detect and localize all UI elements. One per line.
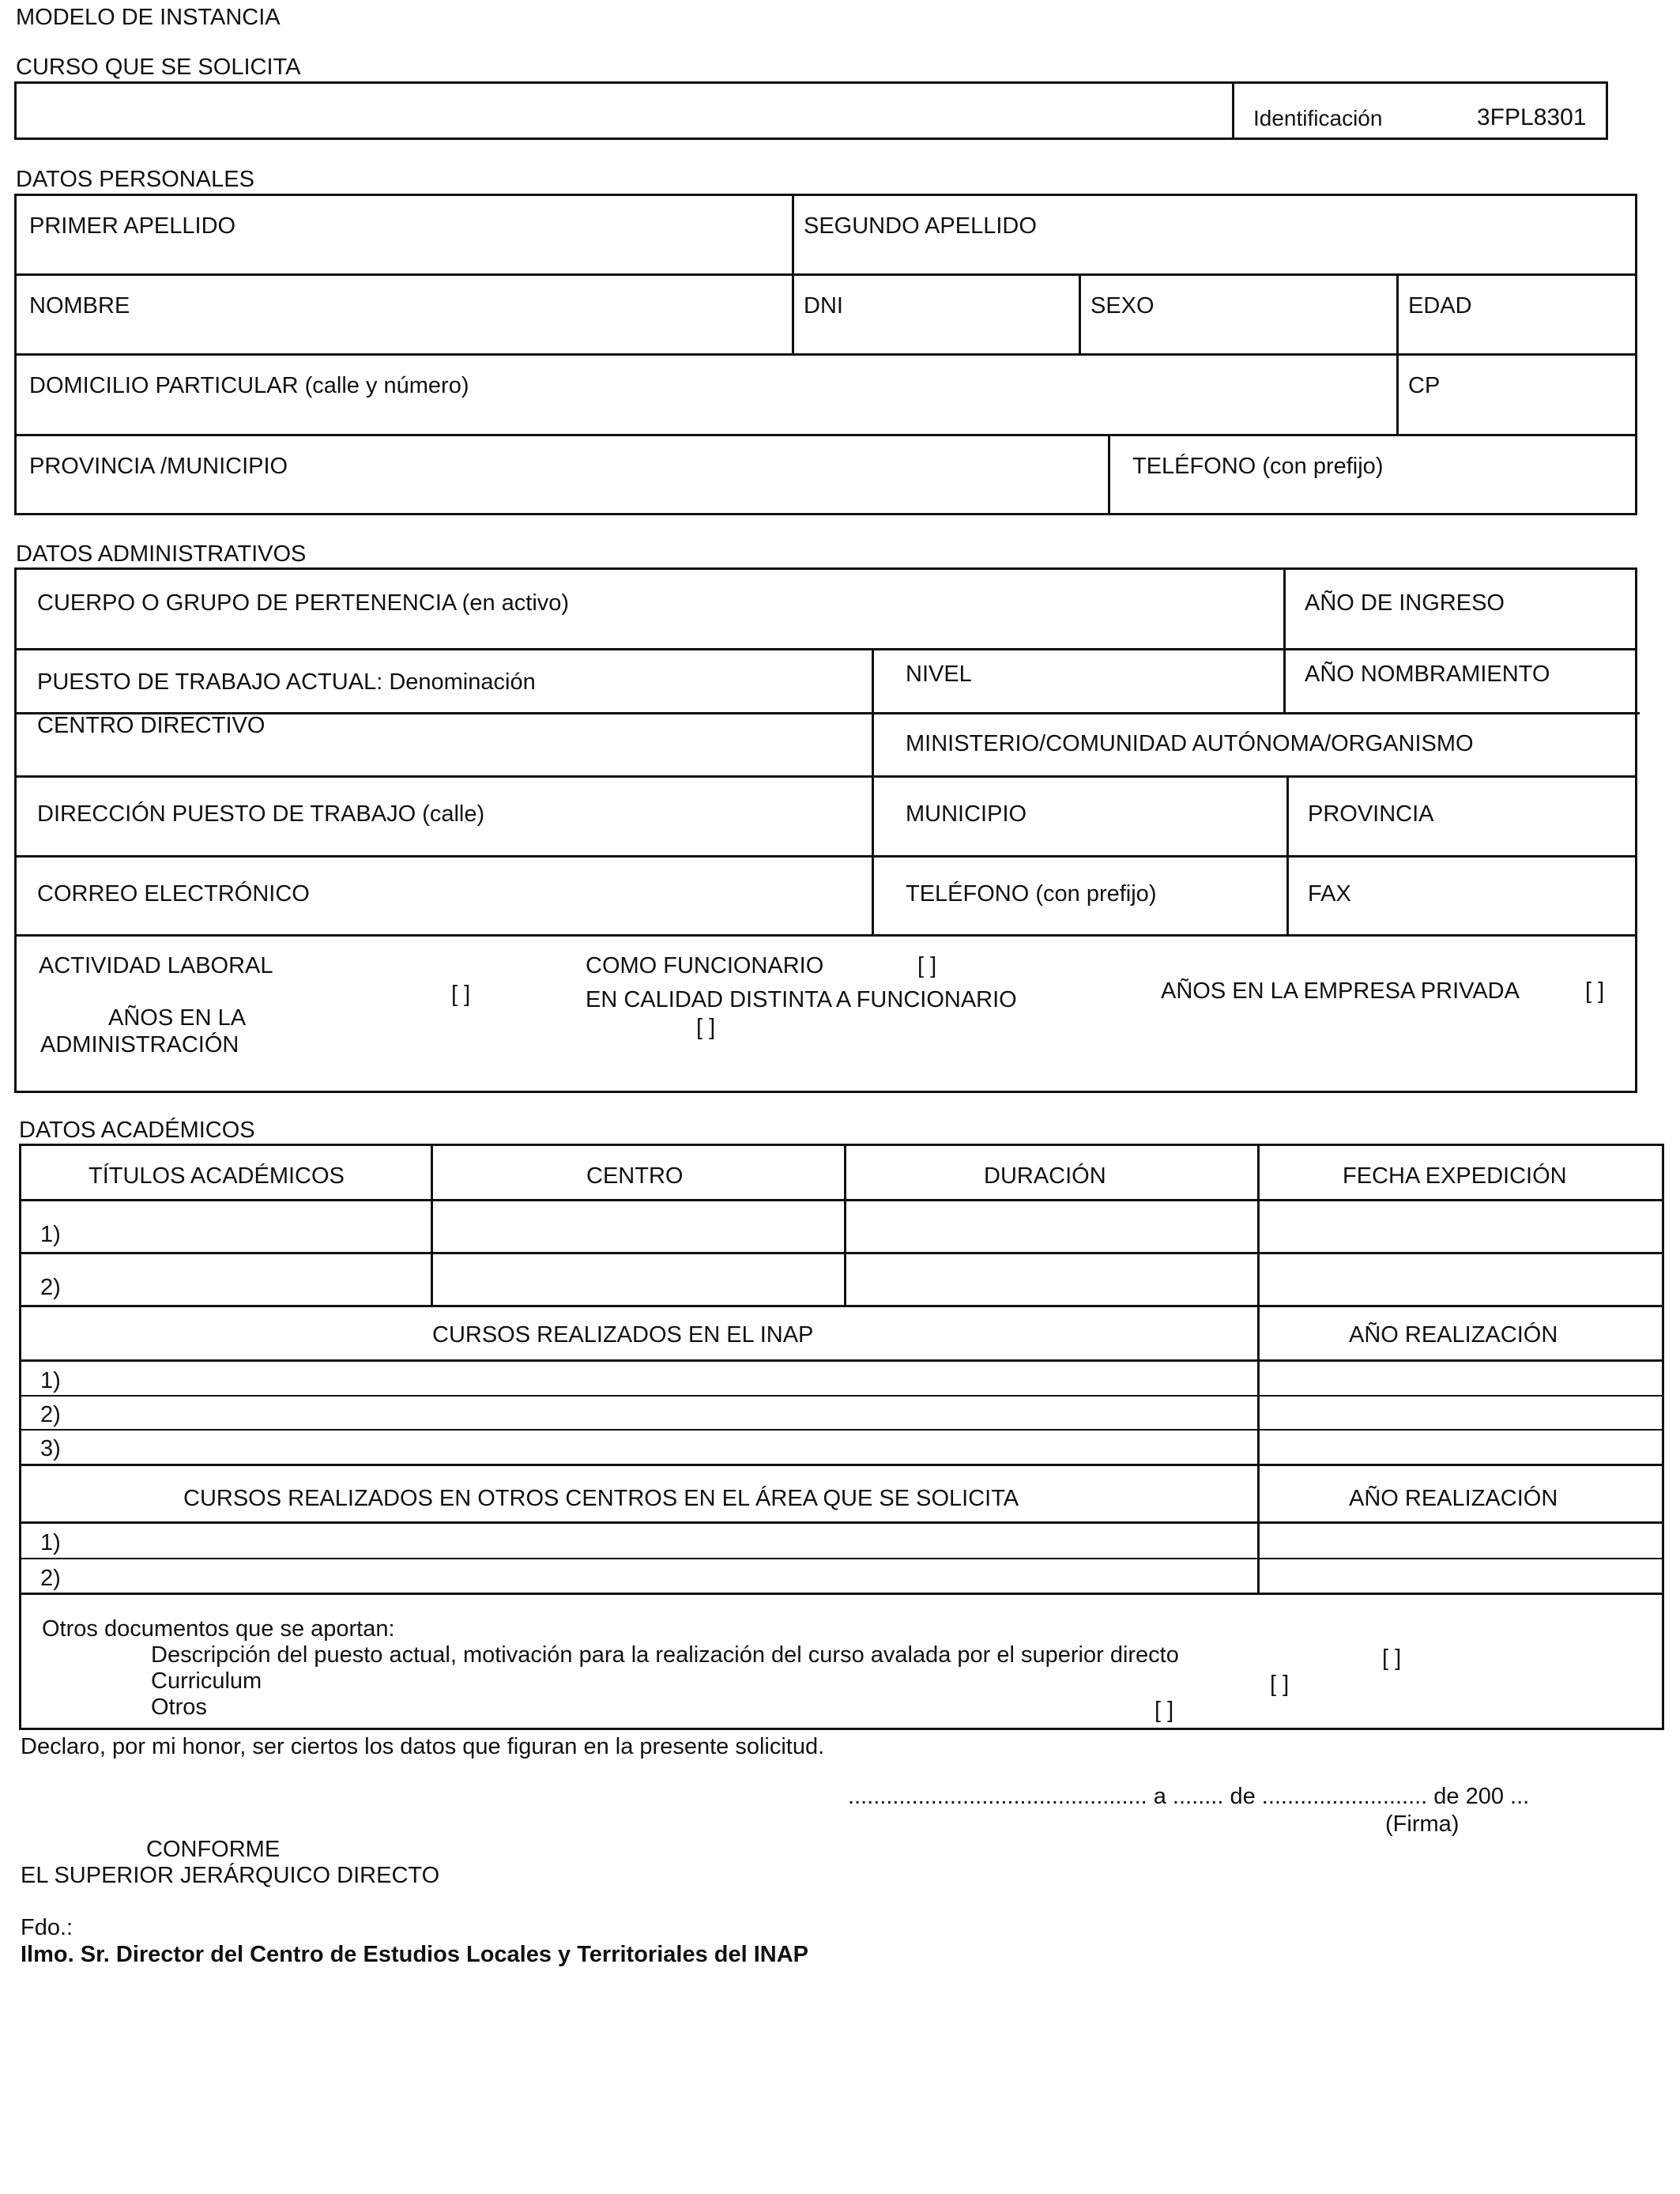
- telefono-admin-label: TELÉFONO (con prefijo): [906, 881, 1157, 907]
- como-funcionario-label: COMO FUNCIONARIO: [586, 953, 824, 978]
- sexo-label: SEXO: [1090, 293, 1155, 319]
- fax-label: FAX: [1308, 881, 1351, 907]
- titulo-row[interactable]: [21, 1254, 1662, 1305]
- course-input[interactable]: [17, 84, 1232, 138]
- personal-table: [14, 194, 1637, 515]
- municipio-label: MUNICIPIO: [906, 801, 1027, 827]
- dni-field[interactable]: [794, 276, 1079, 353]
- inap-row[interactable]: [21, 1431, 1662, 1464]
- docs-intro: Otros documentos que se aportan:: [42, 1616, 395, 1642]
- header-duracion: DURACIÓN: [984, 1163, 1106, 1189]
- empresa-privada-label: AÑOS EN LA EMPRESA PRIVADA: [1161, 978, 1520, 1004]
- header-centro: CENTRO: [586, 1163, 684, 1189]
- ano-ingreso-label: AÑO DE INGRESO: [1305, 590, 1505, 616]
- divider: [1232, 84, 1234, 138]
- inap-header: CURSOS REALIZADOS EN EL INAP: [432, 1322, 814, 1348]
- direccion-label: DIRECCIÓN PUESTO DE TRABAJO (calle): [37, 801, 485, 827]
- row-number: 2): [40, 1402, 61, 1427]
- nivel-label: NIVEL: [906, 662, 972, 687]
- declaration-text: Declaro, por mi honor, ser ciertos los datos que figuran en la presente solicitud.: [21, 1734, 825, 1759]
- section-academic: DATOS ACADÉMICOS: [19, 1118, 255, 1143]
- date-place-line[interactable]: ............................................... a ........ de .......................... de 200 ...: [848, 1784, 1530, 1809]
- ano-nombramiento-field[interactable]: [1286, 650, 1637, 712]
- otros-row[interactable]: [21, 1559, 1662, 1593]
- course-label: CURSO QUE SE SOLICITA: [16, 55, 301, 80]
- cuerpo-field[interactable]: [17, 570, 1283, 648]
- cuerpo-label: CUERPO O GRUPO DE PERTENENCIA (en activo): [37, 590, 570, 616]
- domicilio-field[interactable]: [17, 356, 1396, 434]
- provincia-admin-field[interactable]: [1289, 778, 1637, 855]
- direccion-field[interactable]: [17, 778, 872, 855]
- cp-label: CP: [1408, 373, 1441, 398]
- puesto-label: PUESTO DE TRABAJO ACTUAL: Denominación: [37, 669, 536, 695]
- nombre-field[interactable]: [17, 276, 792, 353]
- centro-directivo-field[interactable]: [17, 714, 872, 775]
- dni-label: DNI: [804, 293, 843, 319]
- primer-apellido-field[interactable]: [17, 196, 792, 273]
- actividad-label: ACTIVIDAD LABORAL: [39, 953, 273, 978]
- fax-field[interactable]: [1289, 858, 1637, 934]
- edad-field[interactable]: [1399, 276, 1637, 353]
- checkbox-descripcion[interactable]: [ ]: [1382, 1646, 1402, 1671]
- header-titulos: TÍTULOS ACADÉMICOS: [89, 1163, 345, 1189]
- calidad-distinta-label: EN CALIDAD DISTINTA A FUNCIONARIO: [586, 987, 1017, 1012]
- domicilio-label: DOMICILIO PARTICULAR (calle y número): [29, 373, 469, 398]
- correo-label: CORREO ELECTRÓNICO: [37, 881, 310, 907]
- ano-realizacion-header-2: AÑO REALIZACIÓN: [1349, 1486, 1558, 1511]
- checkbox-empresa-privada[interactable]: [ ]: [1585, 978, 1605, 1004]
- sexo-field[interactable]: [1081, 276, 1396, 353]
- fdo-label: Fdo.:: [21, 1915, 73, 1940]
- form-title: MODELO DE INSTANCIA: [16, 5, 281, 30]
- anos-en-la-label: AÑOS EN LA: [108, 1005, 247, 1031]
- header-fecha: FECHA EXPEDICIÓN: [1343, 1163, 1567, 1189]
- administracion-label: ADMINISTRACIÓN: [40, 1032, 239, 1057]
- row-number: 1): [40, 1222, 61, 1247]
- superior-label: EL SUPERIOR JERÁRQUICO DIRECTO: [21, 1863, 440, 1888]
- centro-directivo-label: CENTRO DIRECTIVO: [37, 713, 266, 738]
- ano-ingreso-field[interactable]: [1286, 570, 1637, 648]
- checkbox-anos-administracion[interactable]: [ ]: [451, 982, 471, 1007]
- section-personal: DATOS PERSONALES: [16, 167, 254, 192]
- segundo-apellido-field[interactable]: [794, 196, 1637, 273]
- provincia-label: PROVINCIA /MUNICIPIO: [29, 454, 288, 479]
- otros-row[interactable]: [21, 1524, 1662, 1558]
- row-number: 3): [40, 1436, 61, 1461]
- admin-table: [14, 567, 1637, 1093]
- ministerio-field[interactable]: [874, 714, 1637, 775]
- doc-descripcion: Descripción del puesto actual, motivación para la realización del curso avalada por el superior directo: [151, 1642, 1179, 1668]
- segundo-apellido-label: SEGUNDO APELLIDO: [804, 213, 1037, 239]
- row-number: 2): [40, 1275, 61, 1300]
- ministerio-label: MINISTERIO/COMUNIDAD AUTÓNOMA/ORGANISMO: [906, 731, 1474, 756]
- primer-apellido-label: PRIMER APELLIDO: [29, 213, 236, 239]
- identification-label: Identificación: [1253, 106, 1383, 130]
- row-number: 1): [40, 1530, 61, 1555]
- ano-nombramiento-label: AÑO NOMBRAMIENTO: [1305, 662, 1550, 687]
- provincia-field[interactable]: [17, 436, 1108, 515]
- row-number: 1): [40, 1368, 61, 1393]
- otros-centros-header: CURSOS REALIZADOS EN OTROS CENTROS EN EL ÁREA QUE SE SOLICITA: [183, 1486, 1019, 1511]
- municipio-field[interactable]: [874, 778, 1286, 855]
- telefono-label: TELÉFONO (con prefijo): [1132, 454, 1384, 479]
- identification-value: 3FPL8301: [1477, 104, 1587, 130]
- addressee: Ilmo. Sr. Director del Centro de Estudios Locales y Territoriales del INAP: [21, 1942, 809, 1967]
- nombre-label: NOMBRE: [29, 293, 130, 319]
- nivel-field[interactable]: [874, 650, 1283, 712]
- cp-field[interactable]: [1399, 356, 1637, 434]
- row-number: 2): [40, 1566, 61, 1591]
- conforme-label: CONFORME: [146, 1837, 281, 1862]
- puesto-field[interactable]: [17, 650, 872, 712]
- inap-row[interactable]: [21, 1397, 1662, 1429]
- doc-curriculum: Curriculum: [151, 1668, 262, 1694]
- inap-row[interactable]: [21, 1362, 1662, 1395]
- academic-table: [19, 1144, 1664, 1730]
- checkbox-calidad-distinta[interactable]: [ ]: [696, 1015, 716, 1040]
- checkbox-como-funcionario[interactable]: [ ]: [917, 953, 937, 978]
- course-box: [14, 81, 1608, 140]
- checkbox-otros[interactable]: [ ]: [1155, 1698, 1174, 1723]
- ano-realizacion-header: AÑO REALIZACIÓN: [1349, 1322, 1558, 1348]
- telefono-field[interactable]: [1110, 436, 1637, 515]
- edad-label: EDAD: [1408, 293, 1472, 319]
- checkbox-curriculum[interactable]: [ ]: [1270, 1672, 1290, 1697]
- titulo-row[interactable]: [21, 1201, 1662, 1252]
- correo-field[interactable]: [17, 858, 872, 934]
- telefono-admin-field[interactable]: [874, 858, 1286, 934]
- section-admin: DATOS ADMINISTRATIVOS: [16, 541, 307, 567]
- provincia-admin-label: PROVINCIA: [1308, 801, 1434, 827]
- signature-label: (Firma): [1385, 1811, 1460, 1837]
- doc-otros: Otros: [151, 1695, 207, 1720]
